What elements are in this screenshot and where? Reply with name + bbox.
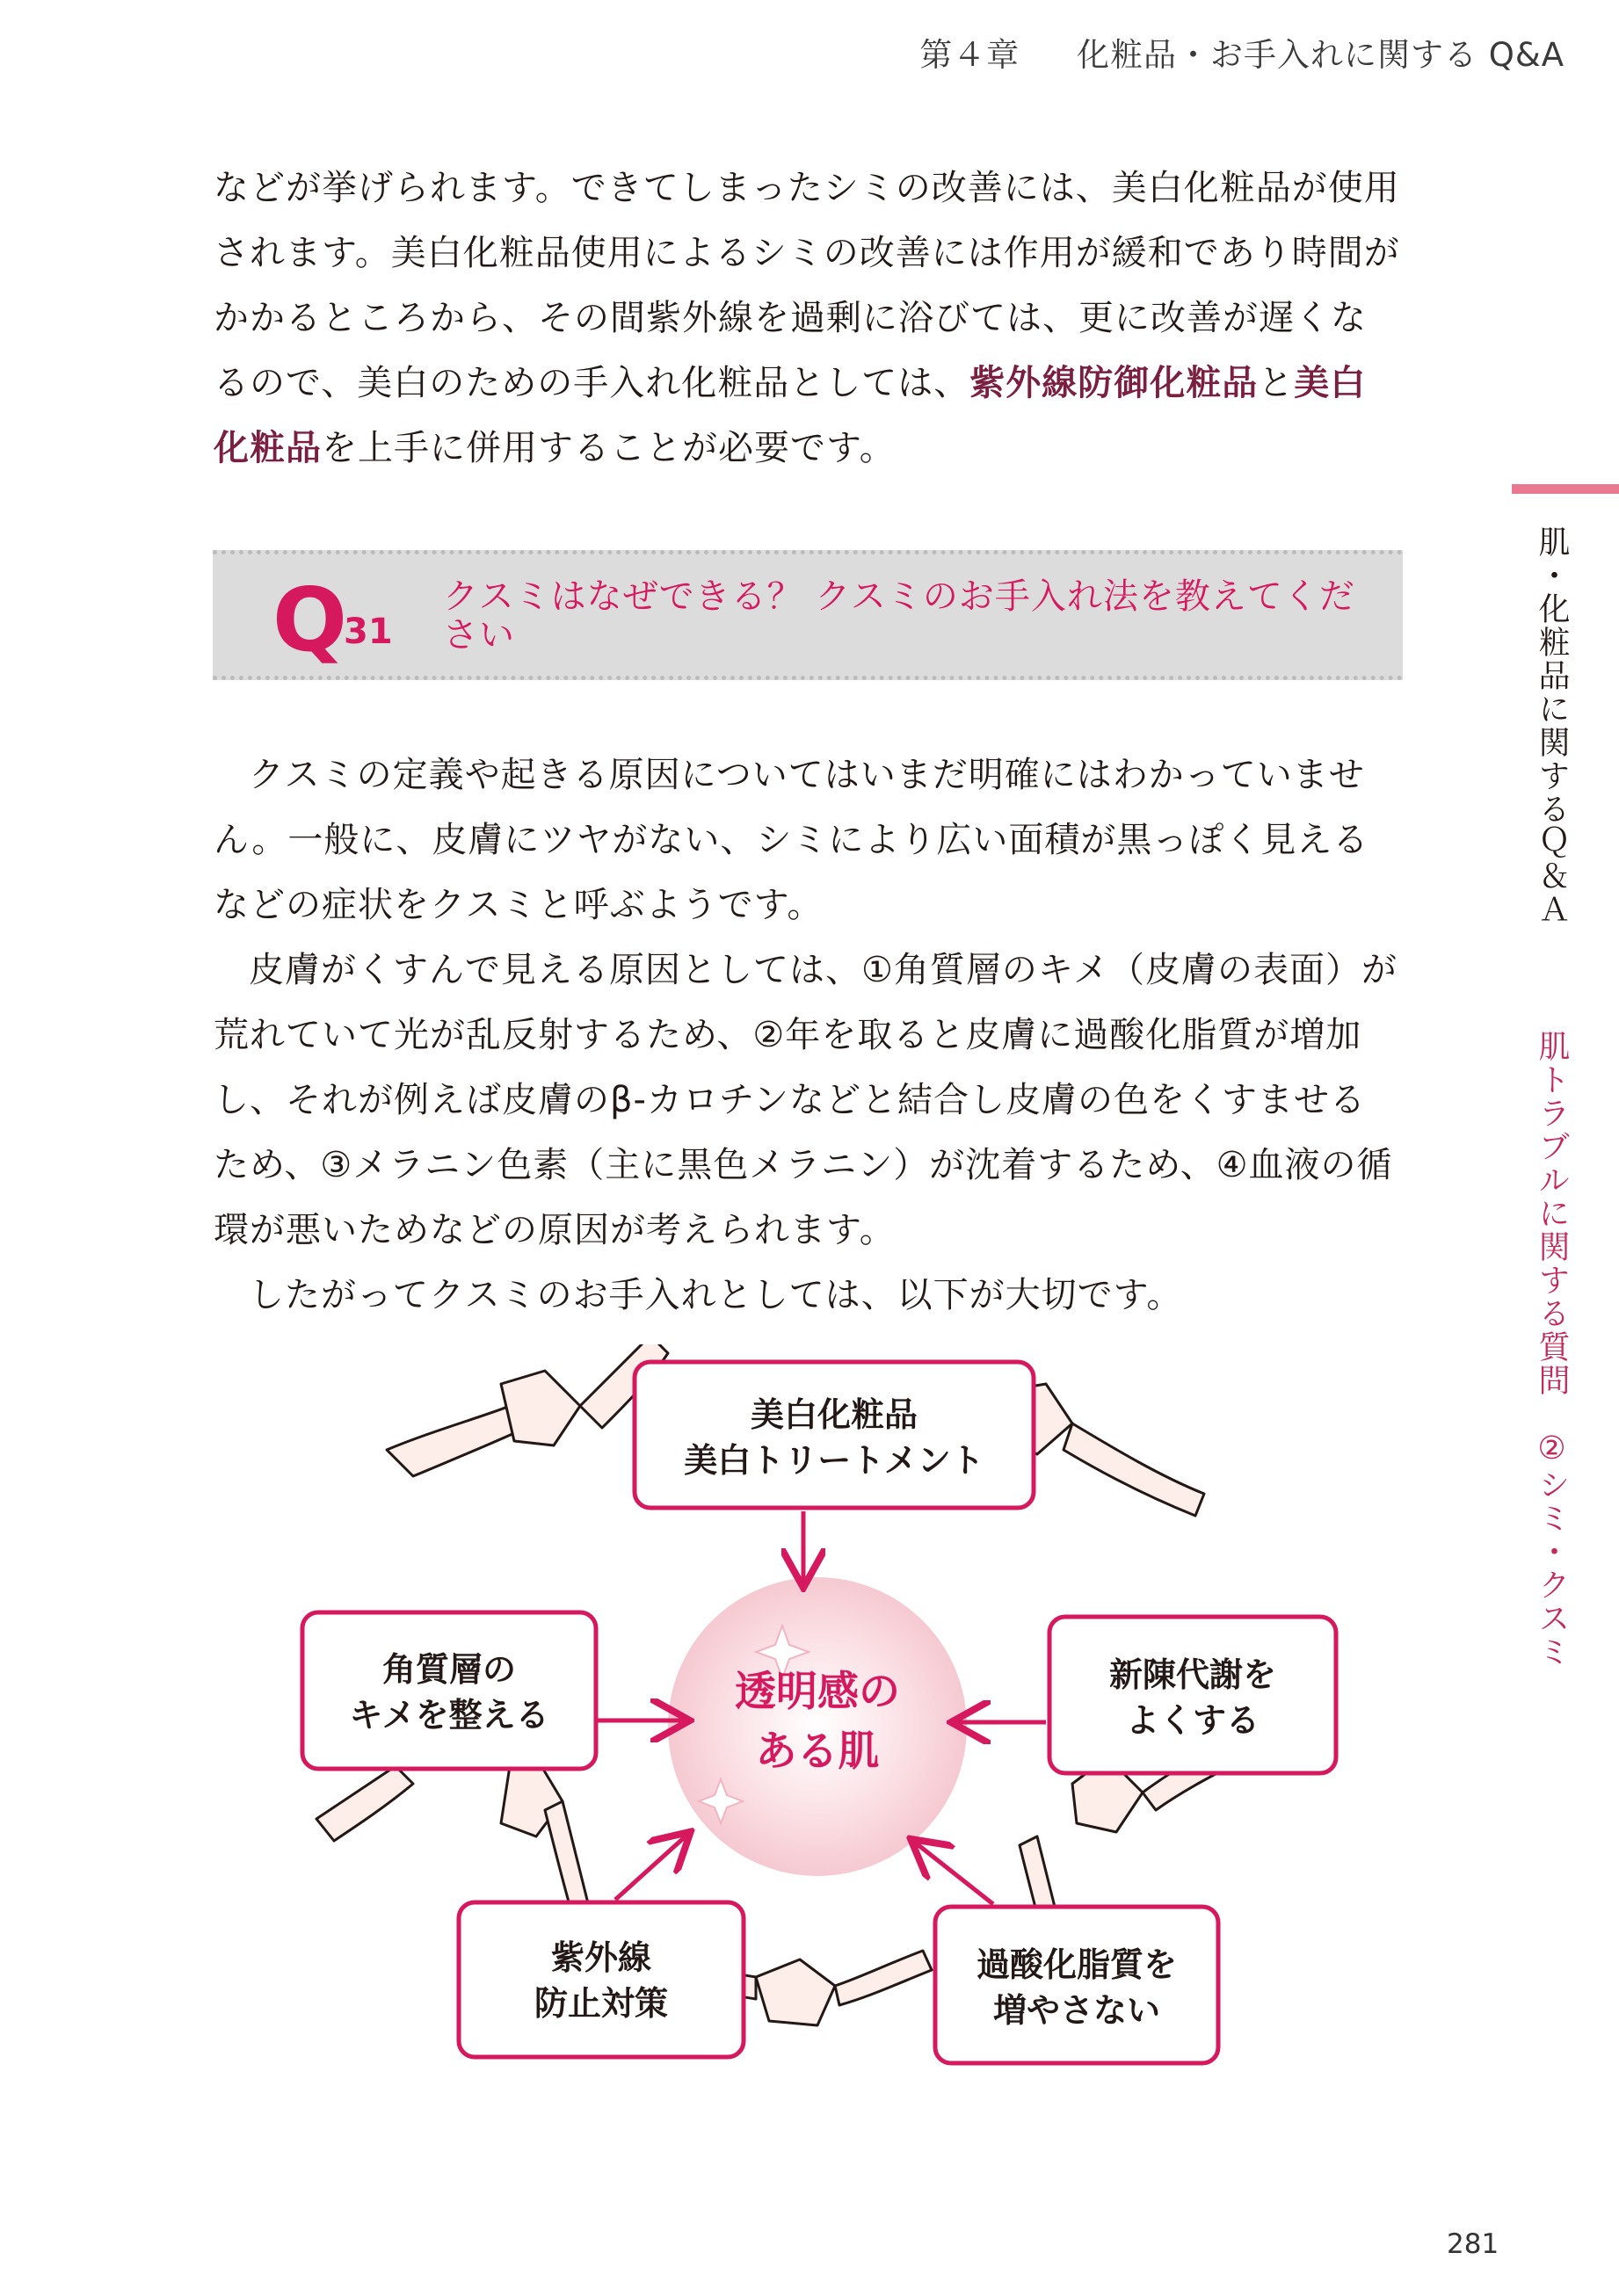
chapter-number: 第４章 bbox=[919, 36, 1020, 74]
node-uv bbox=[459, 1935, 744, 2026]
intro-text-2: を上手に併用することが必要です。 bbox=[322, 428, 896, 468]
center-goal-line2: ある肌 bbox=[755, 1727, 880, 1776]
answer-body bbox=[214, 742, 1400, 1328]
emphasis-whitening: 美白化粧品 bbox=[214, 363, 1367, 468]
chapter-title: 化粧品・お手入れに関する Q&A bbox=[1076, 36, 1565, 74]
node-metabolism bbox=[1049, 1652, 1336, 1743]
node-whitening-line2: 美白トリートメント bbox=[684, 1441, 984, 1480]
center-goal bbox=[677, 1662, 958, 1782]
arrow-bottom-left bbox=[615, 1835, 687, 1900]
sidebar-subsection-label: 肌トラブルに関する質問 ②シミ・クスミ bbox=[1534, 1030, 1570, 1669]
answer-paragraph-3: したがってクスミのお手入れとしては、以下が大切です。 bbox=[249, 1275, 1183, 1315]
question-q-letter: Q bbox=[272, 569, 345, 671]
node-whitening bbox=[635, 1392, 1034, 1483]
question-number-digits: 31 bbox=[344, 612, 393, 652]
answer-paragraph-2: 皮膚がくすんで見える原因としては、①角質層のキメ（皮膚の表面）が荒れていて光が乱反射するため、②年を取ると皮膚に過酸化脂質が増加し、それが例えば皮膚のβ-カロチンなどと結合し皮膚の色をくすませるため、③メラニン色素（主に黒色メラニン）が沈着するため、④血液の循環が悪いためなどの原因が考えられます。 bbox=[214, 950, 1398, 1250]
answer-paragraph-1: クスミの定義や起きる原因についてはいまだ明確にはわかっていません。一般に、皮膚にツヤがない、シミにより広い面積が黒っぽく見えるなどの症状をクスミと呼ぶようです。 bbox=[214, 755, 1369, 925]
node-texture-line2: キメを整える bbox=[349, 1696, 549, 1735]
question-box bbox=[213, 550, 1403, 680]
care-diagram bbox=[290, 1344, 1345, 2074]
question-text: クスミはなぜできる？ クスミのお手入れ法を教えてください bbox=[443, 576, 1355, 655]
node-whitening-line1: 美白化粧品 bbox=[750, 1395, 918, 1434]
node-texture-line1: 角質層の bbox=[381, 1650, 516, 1689]
node-lipid-line1: 過酸化脂質を bbox=[976, 1945, 1177, 1984]
node-lipid-line2: 増やさない bbox=[992, 1991, 1160, 2030]
node-texture bbox=[302, 1647, 596, 1738]
question-number bbox=[272, 569, 393, 671]
node-metabolism-line1: 新陳代謝を bbox=[1108, 1655, 1276, 1694]
side-tab-marker bbox=[1512, 484, 1619, 494]
node-uv-line2: 防止対策 bbox=[534, 1984, 668, 2023]
intro-paragraph bbox=[214, 156, 1400, 481]
arrow-bottom-right bbox=[914, 1842, 993, 1904]
page-number: 281 bbox=[1447, 2228, 1499, 2260]
node-lipid bbox=[935, 1942, 1218, 2033]
intro-text-mid: と bbox=[1258, 363, 1295, 403]
node-metabolism-line2: よくする bbox=[1125, 1701, 1260, 1740]
sidebar-section-label: 肌・化粧品に関するＱ＆Ａ bbox=[1534, 525, 1570, 926]
emphasis-uv-protection: 紫外線防御化粧品 bbox=[969, 363, 1259, 403]
running-header bbox=[919, 28, 1565, 76]
node-uv-line1: 紫外線 bbox=[550, 1938, 651, 1977]
center-goal-line1: 透明感の bbox=[735, 1668, 900, 1716]
intro-text-1: などが挙げられます。できてしまったシミの改善には、美白化粧品が使用されます。美白化粧品使用によるシミの改善には作用が緩和であり時間がかかるところから、その間紫外線を過剰に浴びては、更に改善が遅くなるので、美白のための手入れ化粧品としては、 bbox=[214, 168, 1400, 403]
